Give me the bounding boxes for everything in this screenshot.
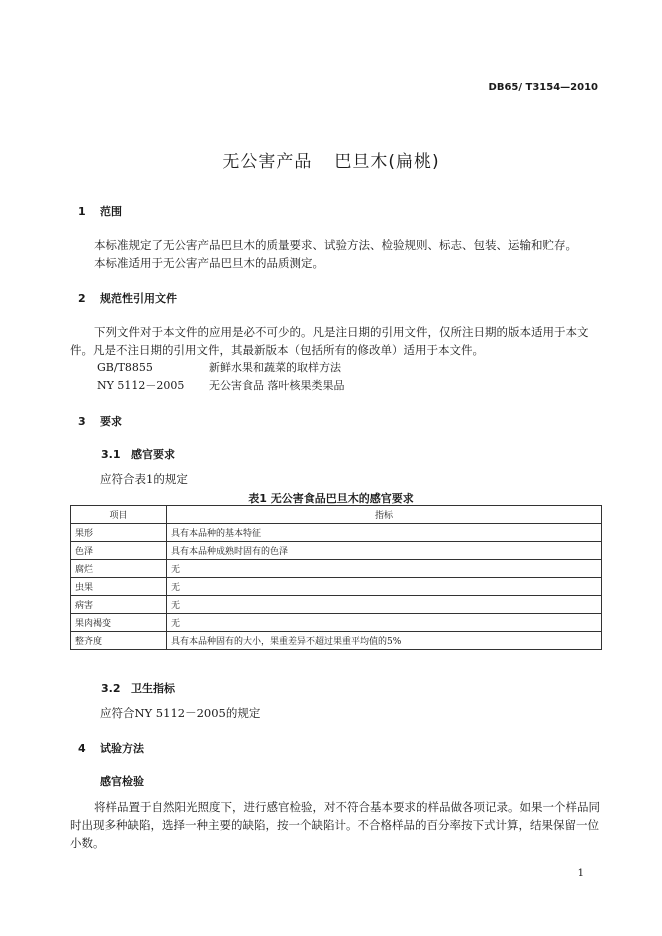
table-row [71, 632, 602, 650]
sensory-requirements-table [70, 505, 602, 650]
title-part-1: 无公害产品 [222, 152, 313, 172]
document-number: DB65/ T3154—2010 [488, 82, 598, 93]
subsection-3-2-heading: 3.2 卫生指标 [101, 682, 175, 695]
table-row [71, 542, 602, 560]
sensory-test-paragraph: 将样品置于自然阳光照度下，进行感官检验，对不符合基本要求的样品做各项记录。如果一个样品同时出现多种缺陷，选择一种主要的缺陷，按一个缺陷计。不合格样品的百分率按下式计算，结果保留一位小数。 [70, 800, 600, 850]
column-header-item: 项目 [71, 506, 167, 524]
table-row [71, 560, 602, 578]
document-title [0, 147, 662, 172]
section-1-body [70, 236, 602, 272]
table-cell-item: 虫果 [71, 578, 167, 596]
table-row [71, 524, 602, 542]
table-cell-indicator: 具有本品种成熟时固有的色泽 [167, 542, 602, 560]
scope-paragraph-2: 本标准适用于无公害产品巴旦木的品质测定。 [94, 256, 324, 270]
section-3-heading: 3 要求 [78, 415, 122, 428]
table-cell-item: 果形 [71, 524, 167, 542]
reference-list [97, 359, 345, 395]
column-header-indicator: 指标 [167, 506, 602, 524]
scope-paragraph-1: 本标准规定了无公害产品巴旦木的质量要求、试验方法、检验规则、标志、包装、运输和贮存。 [94, 238, 577, 252]
section-2-intro: 下列文件对于本文件的应用是必不可少的。凡是注日期的引用文件，仅所注日期的版本适用于本文件。凡是不注日期的引用文件，其最新版本（包括所有的修改单）适用于本文件。 [70, 325, 589, 357]
sensory-test-heading: 感官检验 [100, 775, 144, 788]
table-cell-indicator: 无 [167, 614, 602, 632]
table-cell-item: 整齐度 [71, 632, 167, 650]
page-number: 1 [577, 868, 584, 879]
table-cell-item: 色泽 [71, 542, 167, 560]
section-4-heading: 4 试验方法 [78, 742, 144, 755]
table-caption: 表1 无公害食品巴旦木的感官要求 [248, 492, 414, 505]
table-cell-indicator: 无 [167, 560, 602, 578]
table-row [71, 614, 602, 632]
section-2-heading: 2 规范性引用文件 [78, 292, 177, 305]
reference-item: NY 5112－2005 无公害食品 落叶核果类果品 [97, 379, 345, 392]
table-cell-indicator: 具有本品种固有的大小，果重差异不超过果重平均值的5% [167, 632, 602, 650]
subsection-3-1-heading: 3.1 感官要求 [101, 448, 175, 461]
table-header-row [71, 506, 602, 524]
table-row [71, 596, 602, 614]
table-row [71, 578, 602, 596]
section-1-heading: 1 范围 [78, 205, 122, 218]
table-cell-item: 病害 [71, 596, 167, 614]
table-cell-indicator: 具有本品种的基本特征 [167, 524, 602, 542]
subsection-3-1-text: 应符合表1的规定 [100, 472, 188, 486]
title-part-2: 巴旦木(扁桃) [334, 152, 440, 172]
table-cell-item: 果肉褐变 [71, 614, 167, 632]
table-cell-item: 腐烂 [71, 560, 167, 578]
subsection-3-2-text: 应符合NY 5112－2005的规定 [100, 706, 261, 720]
reference-item: GB/T8855 新鲜水果和蔬菜的取样方法 [97, 361, 341, 374]
table-cell-indicator: 无 [167, 596, 602, 614]
table-cell-indicator: 无 [167, 578, 602, 596]
